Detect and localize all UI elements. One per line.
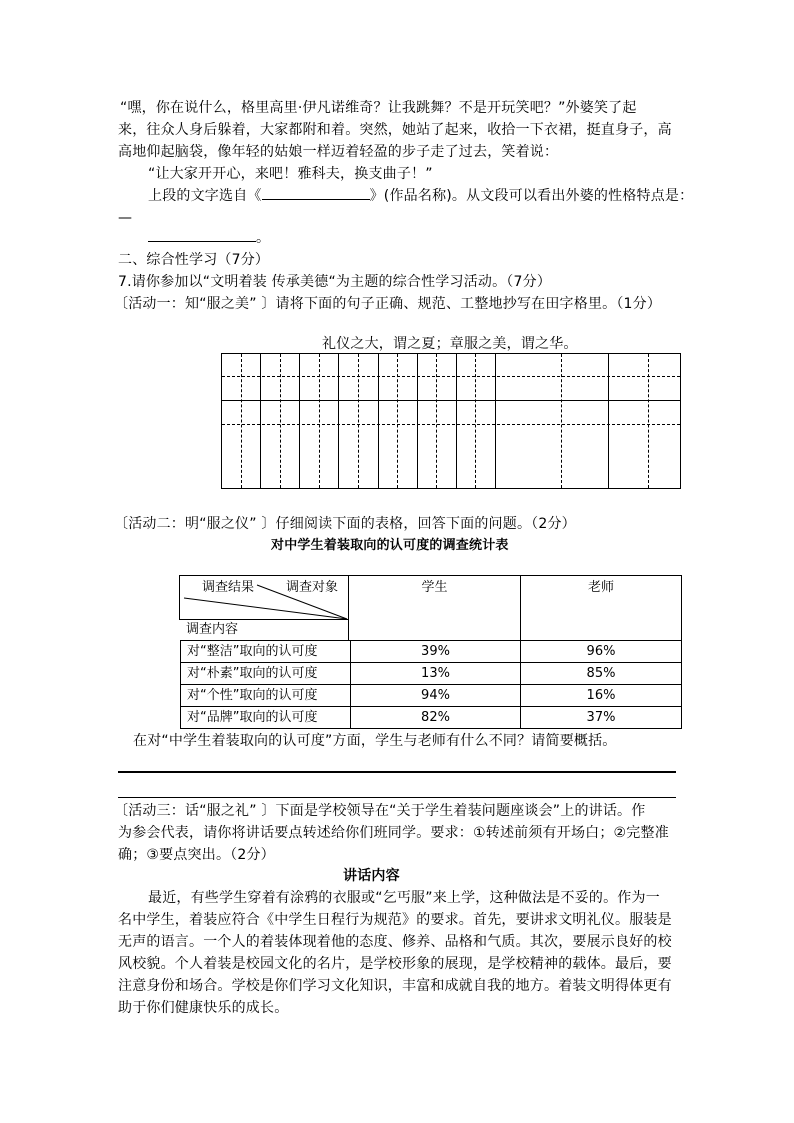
grid-guide-v [397,354,398,488]
passage-quote-line: “让大家开开心，来吧！雅科夫，换支曲子！” [148,166,433,182]
grid-col-divider [338,354,339,488]
grid-row-divider [222,400,680,401]
grid-guide-h [222,376,680,377]
row-label: 对“个性”取向的认可度 [187,688,318,703]
table-cell-student [350,684,521,707]
table-cell-teacher [520,706,682,729]
student-value: 13% [421,666,450,681]
speech-title: 讲话内容 [343,868,400,884]
dash-mark: — [118,210,133,226]
grid-col-divider [456,354,457,488]
table-row-label [180,662,351,685]
grid-guide-v [648,354,649,488]
row-label: 对“整洁”取向的认可度 [187,644,318,659]
column-label-teacher: 老师 [587,580,614,595]
copy-sentence: 礼仪之大，谓之夏；章服之美，谓之华。 [322,336,578,352]
source-question-prefix: 上段的文字选自《 [148,188,262,204]
row-label: 对“品牌”取向的认可度 [187,710,318,725]
corner-label-results: 调查结果 [202,580,255,595]
speech-line-4: 风校貌。个人着装是校园文化的名片，是学校形象的展现，是学校精神的载体。最后，要 [118,956,672,972]
grid-guide-v [280,354,281,488]
teacher-value: 85% [586,666,616,681]
row-label: 对“朴素”取向的认可度 [187,666,318,681]
teacher-value: 16% [586,688,616,703]
speech-line-3: 无声的语言。一个人的着装体现着他的态度、修养、品格和气质。其次，要展示良好的校 [118,934,672,950]
table-title: 对中学生着装取向的认可度的调查统计表 [271,538,509,553]
writing-grid[interactable] [221,353,681,489]
grid-col-divider [378,354,379,488]
activity-1-instruction: 〔活动一：知“服之美” 〕请将下面的句子正确、规范、工整地抄写在田字格里。（1分） [114,296,662,312]
passage-line-3: 高地仰起脑袋，像年轻的姑娘一样迈着轻盈的步子走了过去，笑着说： [118,144,559,160]
table-cell-student [350,662,521,685]
table-cell-student [350,640,521,663]
table-question: 在对“中学生着装取向的认可度”方面，学生与老师有什么不同？请简要概括。 [133,733,617,749]
passage-line-2: 来，往众人身后躲着，大家都附和着。突然，她站了起来，收拾一下衣裙，挺直身子，高 [118,122,672,138]
trait-blank[interactable] [148,227,256,242]
grid-col-divider [299,354,300,488]
column-header-teacher [520,575,682,641]
end-mark: 。 [256,230,271,246]
activity-2-instruction: 〔活动二：明“服之仪” 〕仔细阅读下面的表格，回答下面的问题。（2分） [114,516,576,532]
grid-guide-v [358,354,359,488]
column-header-student [348,575,521,641]
teacher-value: 37% [586,710,616,725]
grid-col-divider [608,354,609,488]
corner-label-subjects: 调查对象 [286,580,339,595]
work-title-blank[interactable] [262,185,370,200]
table-row-label [180,640,351,663]
table-cell-teacher [520,684,682,707]
corner-header-box [179,575,349,620]
grid-col-divider [495,354,496,488]
table-cell-student [350,706,521,729]
corner-label-content: 调查内容 [186,622,239,637]
table-row-label [180,684,351,707]
grid-guide-v [561,354,562,488]
source-question-middle: 》(作品名称)。从文段可以看出外婆的性格特点是： [369,188,694,204]
section-heading: 二、综合性学习（7分） [118,252,270,268]
grid-guide-v [319,354,320,488]
student-value: 94% [421,688,450,703]
student-value: 39% [421,644,450,659]
speech-line-5: 注意身份和场合。学校是你们学习文化知识，丰富和成就自我的地方。着装文明得体更有 [118,978,672,994]
passage-line-1: “嘿，你在说什么，格里高里·伊凡诺维奇？让我跳舞？不是开玩笑吧？”外婆笑了起 [120,100,637,116]
grid-col-divider [260,354,261,488]
speech-line-6: 助于你们健康快乐的成长。 [118,1000,289,1016]
answer-line[interactable] [118,771,676,773]
grid-guide-v [241,354,242,488]
speech-line-2: 名中学生，着装应符合《中学生日程行为规范》的要求。首先，要讲求文明礼仪。服装是 [118,912,672,928]
activity-3-line-3: 确；③要点突出。（2分） [118,847,275,863]
source-question [148,185,693,207]
grid-guide-v [475,354,476,488]
answer-line[interactable] [118,797,676,798]
table-row-label [180,706,351,729]
grid-guide-h [222,424,680,425]
table-cell-teacher [520,662,682,685]
activity-3-line-2: 为参会代表，请你将讲话要点转述给你们班同学。要求：①转述前须有开场白；②完整准 [118,825,669,841]
grid-guide-v [436,354,437,488]
teacher-value: 96% [586,644,616,659]
activity-3-line-1: 〔活动三：话“服之礼” 〕下面是学校领导在“关于学生着装问题座谈会”上的讲话。作 [114,803,646,819]
student-value: 82% [421,710,450,725]
speech-line-1: 最近，有些学生穿着有涂鸦的衣服或“乞丐服”来上学，这种做法是不妥的。作为一 [148,890,660,906]
column-label-student: 学生 [421,580,448,595]
table-cell-teacher [520,640,682,663]
trait-answer [148,227,270,249]
grid-col-divider [417,354,418,488]
question-7: 7.请你参加以“文明着装 传承美德“为主题的综合性学习活动。（7分） [118,274,552,290]
